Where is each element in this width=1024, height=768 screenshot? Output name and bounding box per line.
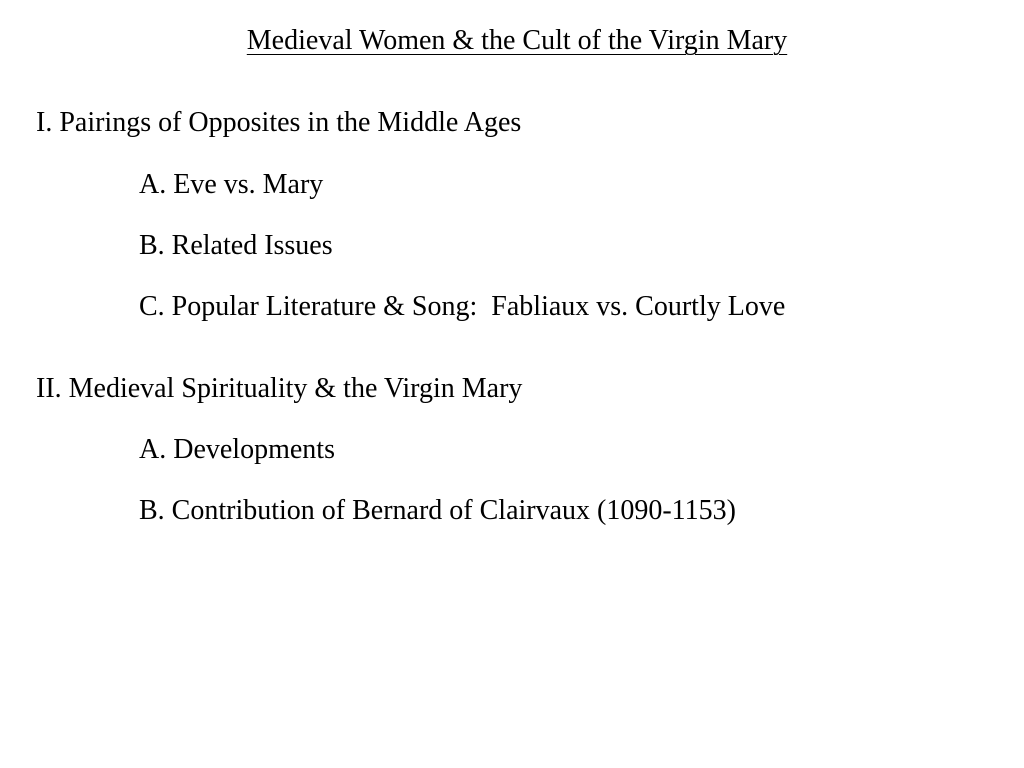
section-2-item-b: B. Contribution of Bernard of Clairvaux (1090-1153) — [139, 495, 736, 526]
section-2-item-a: A. Developments — [139, 434, 335, 465]
section-1-item-b: B. Related Issues — [139, 230, 333, 261]
section-1-item-a: A. Eve vs. Mary — [139, 169, 324, 200]
section-heading-2: II. Medieval Spirituality & the Virgin Mary — [36, 373, 523, 404]
section-1-item-c: C. Popular Literature & Song: Fabliaux vs. Courtly Love — [139, 291, 786, 322]
section-heading-1: I. Pairings of Opposites in the Middle Ages — [36, 107, 522, 138]
slide-title: Medieval Women & the Cult of the Virgin Mary — [246, 25, 788, 56]
